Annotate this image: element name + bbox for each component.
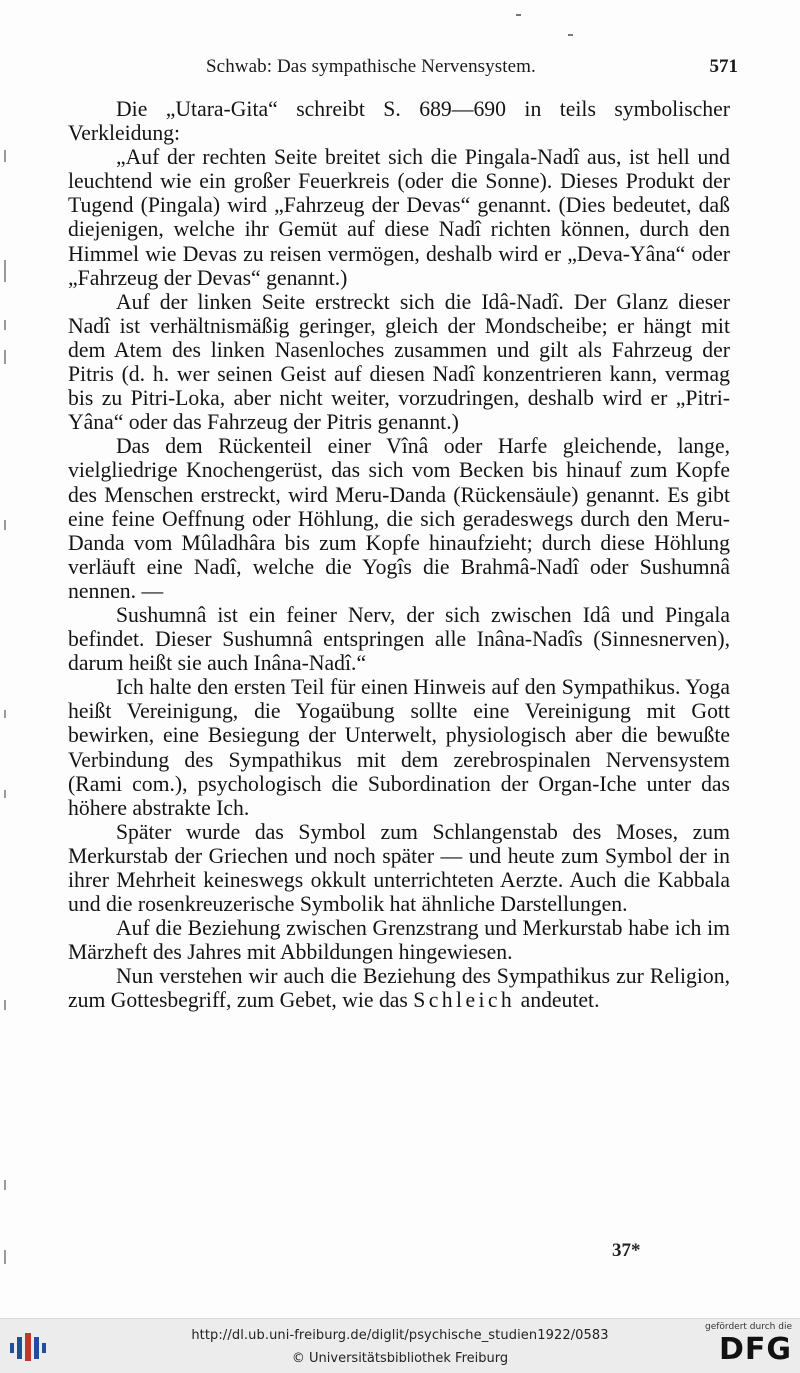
paragraph: Später wurde das Symbol zum Schlangenstab des Moses, zum Merkurstab der Griechen und noch später — und heute zum Symbol der in ihrer Mehrheit keineswegs okkult unterrichteten Aerzte. Auch die Kabbala und die rosenkreuzerische Symbolik hat ähnliche Darstellungen.	[68, 819, 730, 917]
copyright-notice: © Universitätsbibliothek Freiburg	[291, 1351, 509, 1366]
paragraph-last-text: Nun verstehen wir auch die Beziehung des Sympathikus zur Religion, zum Gottesbegriff, zum Gebet, wie das	[68, 964, 730, 1013]
paragraph: Das dem Rückenteil einer Vînâ oder Harfe gleichende, lange, vielgliedrige Knochengerüst, das sich vom Becken bis hinauf zum Kopfe des Menschen erstreckt, wird Meru-Danda (Rückensäule) genannt. Es gibt eine feine Oeffnung oder Höhlung, die sich geradeswegs durch den Meru-Danda vom Mûladhâra bis zum Kopfe hinaufzieht; durch diese Höhlung verläuft eine Nadî, welche die Yogîs die Brahmâ-Nadî oder Sushumnâ nennen. —	[68, 434, 730, 603]
running-head	[206, 56, 738, 86]
paragraph-last	[68, 964, 730, 1012]
dfg-caption: gefördert durch die	[705, 1322, 792, 1332]
permalink-url[interactable]: http://dl.ub.uni-freiburg.de/diglit/psychische_studien1922/0583	[191, 1328, 609, 1343]
paragraph: Auf der linken Seite erstreckt sich die Idâ-Nadî. Der Glanz dieser Nadî ist verhältnismäßig geringer, gleich der Mondscheibe; er hängt mit dem Atem des linken Nasenloches zusammen und gilt als Fahrzeug der Pitris (d. h. wer seinen Geist auf diesen Nadî konzentrieren kann, vermag bis zu Pitri-Loka, aber nicht weiter, vorzudringen, deshalb wird er „Pitri-Yâna“ oder das Fahrzeug der Pitris genannt.)	[68, 289, 730, 435]
binding-edge-marks	[4, 140, 10, 1290]
paragraph: Sushumnâ ist ein feiner Nerv, der sich zwischen Idâ und Pingala befindet. Dieser Sushumnâ entspringen alle Inâna-Nadîs (Sinnesnerven), darum heißt sie auch Inâna-Nadî.“	[68, 602, 730, 676]
dfg-logo: DFG	[718, 1332, 792, 1367]
viewer-footer	[0, 1318, 800, 1373]
signature-mark: 37*	[612, 1240, 641, 1261]
running-head-title: Schwab: Das sympathische Nervensystem.	[206, 56, 536, 77]
paragraph: Die „Utara-Gita“ schreibt S. 689—690 in teils symbolischer Verkleidung:	[68, 97, 730, 146]
paragraph: Ich halte den ersten Teil für einen Hinweis auf den Sympathikus. Yoga heißt Vereinigung, die Yogaübung sollte eine Vereinigung mit Gott bewirken, eine Besiegung der Unterwelt, physiologisch aber die bewußte Verbindung des Sympathikus mit dem zerebrospinalen Nervensystem (Rami com.), psychologisch die Subordination der Organ-Iche unter das höhere abstrakte Ich.	[68, 675, 730, 820]
paragraph: „Auf der rechten Seite breitet sich die Pingala-Nadî aus, ist hell und leuchtend wie ein großer Feuerkreis (oder die Sonne). Dieses Produkt der Tugend (Pingala) wird „Fahrzeug der Devas“ genannt. (Dies bedeutet, daß diejenigen, welche ihr Gemüt auf diese Nadî richten können, durch den Himmel wie Devas zu reisen vermögen, deshalb wird er „Deva-Yâna“ oder „Fahrzeug der Devas“ genannt.)	[68, 145, 730, 290]
body-text	[68, 97, 730, 1013]
paragraph-last-end: andeutet.	[520, 988, 600, 1013]
paragraph: Auf die Beziehung zwischen Grenzstrang und Merkurstab habe ich im Märzheft des Jahres mit Abbildungen hingewiesen.	[68, 916, 730, 965]
page-number: 571	[709, 56, 738, 77]
spaced-name-schleich: Schleich	[413, 988, 516, 1013]
